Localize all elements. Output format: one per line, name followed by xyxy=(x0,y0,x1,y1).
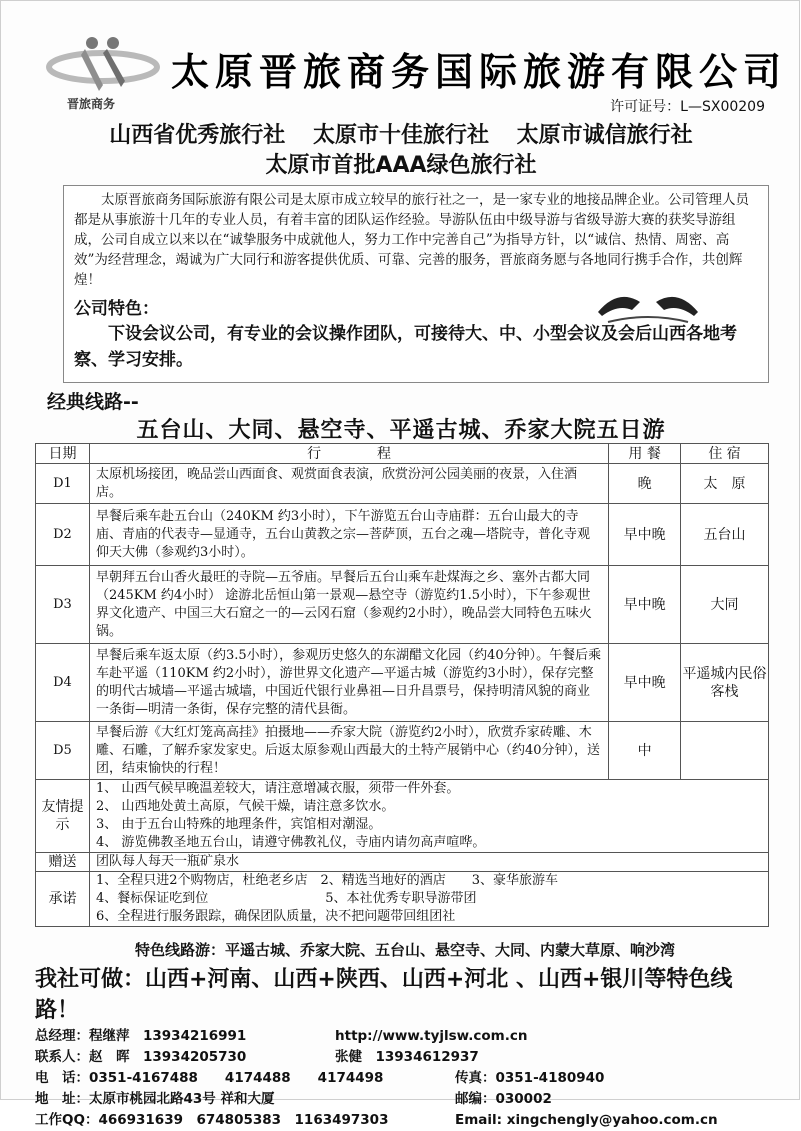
honors-line-2: 太原市首批AAA绿色旅行社 xyxy=(265,153,537,178)
stay-cell: 平遥城内民俗客栈 xyxy=(681,644,769,722)
honor-item: 山西省优秀旅行社 xyxy=(109,123,286,148)
stay-cell xyxy=(681,722,769,780)
plan-cell: 早朝拜五台山香火最旺的寺院—五爷庙。早餐后五台山乘车赴煤海之乡、塞外古都大同（245KM 约4小时） 途游北岳恒山第一景观—悬空寺（游览约1.5小时），下午参观世界文化遗产、中国三大石窟之一的—云冈石窟（参观约2小时），晚品尝大同特色五味火锅。 xyxy=(89,566,608,644)
meal-cell: 早中晚 xyxy=(609,644,681,722)
company-name: 太原晋旅商务国际旅游有限公司 xyxy=(171,50,788,94)
email-link[interactable]: Email: xingchengly@yahoo.com.cn xyxy=(455,1112,718,1128)
manager: 总经理：程继萍 13934216991 xyxy=(35,1028,247,1044)
gift-cell: 团队每人每天一瓶矿泉水 xyxy=(89,853,768,872)
license-number: 许可证号：L—SX00209 xyxy=(610,99,765,115)
meal-cell: 晚 xyxy=(609,464,681,504)
phone: 电 话：0351-4167488 4174488 4174498 xyxy=(35,1070,384,1086)
header-plan: 行 程 xyxy=(89,444,608,464)
contact-person: 联系人：赵 晖 13934205730 xyxy=(35,1049,247,1065)
table-row xyxy=(36,722,769,780)
table-row xyxy=(36,504,769,566)
fax: 传真：0351-4180940 xyxy=(455,1070,605,1086)
postcode: 邮编：030002 xyxy=(455,1091,552,1107)
promise-item: 4、餐标保证吃到位 5、本社优秀专职导游带团 xyxy=(95,891,477,906)
address: 地 址：太原市桃园北路43号 祥和大厦 xyxy=(35,1091,275,1107)
day-cell: D1 xyxy=(36,464,90,504)
contact-person-2: 张健 13934612937 xyxy=(335,1049,479,1065)
tips-cell xyxy=(89,780,768,853)
day-cell: D3 xyxy=(36,566,90,644)
plan-cell: 早餐后乘车返太原（约3.5小时），参观历史悠久的东湖醋文化园（约40分钟）。午餐后乘车赴平遥（110KM 约2小时），游世界文化遗产—平遥古城（游览约3小时），保存完整的明代古城墙—平遥古城墙，中国近代银行业鼻祖—日升昌票号，保持明清风貌的商业一条街—明清一条街，保存完整的清代县衙。 xyxy=(89,644,608,722)
logo-caption: 晋旅商务 xyxy=(67,97,116,111)
stay-cell: 大同 xyxy=(681,566,769,644)
table-row xyxy=(36,566,769,644)
day-cell: D5 xyxy=(36,722,90,780)
contact-row xyxy=(35,1068,775,1089)
day-cell: D4 xyxy=(36,644,90,722)
promise-cell xyxy=(89,872,768,927)
plan-cell: 早餐后游《大红灯笼高高挂》拍摄地——乔家大院（游览约2小时），欣赏乔家砖雕、木雕、石雕，了解乔家发家史。后返太原参观山西最大的土特产展销中心（约40分钟），送团，结束愉快的行程！ xyxy=(89,722,608,780)
tip-item: 3、 由于五台山特殊的地理条件，宾馆相对潮湿。 xyxy=(95,817,382,832)
special-routes: 特色线路游：平遥古城、乔家大院、五台山、悬空寺、大同、内蒙大草原、响沙湾 xyxy=(134,941,675,959)
header-stay: 住 宿 xyxy=(681,444,769,464)
header-meal: 用 餐 xyxy=(609,444,681,464)
tips-label: 友情提示 xyxy=(36,780,90,853)
plan-cell: 太原机场接团，晚品尝山西面食、观赏面食表演，欣赏汾河公园美丽的夜景，入住酒店。 xyxy=(89,464,608,504)
birds-icon xyxy=(588,282,708,328)
meal-cell: 早中晚 xyxy=(609,504,681,566)
contact-row xyxy=(35,1026,775,1047)
promise-label: 承诺 xyxy=(36,872,90,927)
intro-box xyxy=(63,185,769,383)
work-qq: 工作QQ：466931639 674805383 1163497303 xyxy=(35,1112,389,1128)
promise-row xyxy=(36,872,769,927)
stay-cell: 五台山 xyxy=(681,504,769,566)
feature-text: 下设会议公司，有专业的会议操作团队，可接待大、中、小型会议及会后山西各地考察、学习安排。 xyxy=(74,324,737,370)
intro-text: 太原晋旅商务国际旅游有限公司是太原市成立较早的旅行社之一，是一家专业的地接品牌企业。公司管理人员都是从事旅游十几年的专业人员，有着丰富的团队运作经验。导游队伍由中级导游与省级导游大赛的获奖导游组成，公司自成立以来以在“诚挚服务中成就他人，努力工作中完善自己”为指导方针，以“诚信、热情、周密、高效”为经营理念，竭诚为广大同行和游客提供优质、可靠、完善的服务，晋旅商务愿与各地同行携手合作，共创辉煌！ xyxy=(74,192,749,288)
tip-item: 4、 游览佛教圣地五台山，请遵守佛教礼仪，寺庙内请勿高声喧哗。 xyxy=(95,835,486,850)
tip-item: 2、 山西地处黄土高原，气候干燥，请注意多饮水。 xyxy=(95,799,395,814)
contact-row xyxy=(35,1089,775,1110)
itinerary-table xyxy=(35,443,769,927)
honors-line-1 xyxy=(1,121,801,151)
gift-row xyxy=(36,853,769,872)
table-row xyxy=(36,464,769,504)
contact-block xyxy=(35,1026,775,1131)
table-header-row xyxy=(36,444,769,464)
header-day: 日期 xyxy=(36,444,90,464)
promise-item: 6、全程进行服务跟踪，确保团队质量，决不把问题带回组团社 xyxy=(95,909,456,924)
header xyxy=(1,1,801,121)
honor-item: 太原市十佳旅行社 xyxy=(312,123,489,148)
available-routes: 我社可做：山西+河南、山西+陕西、山西+河北 、山西+银川等特色线路！ xyxy=(35,967,733,1023)
day-cell: D2 xyxy=(36,504,90,566)
route-title: 五台山、大同、悬空寺、平遥古城、乔家大院五日游 xyxy=(136,418,666,443)
feature-title: 公司特色： xyxy=(74,299,159,319)
meal-cell: 中 xyxy=(609,722,681,780)
plan-cell: 早餐后乘车赴五台山（240KM 约3小时），下午游览五台山寺庙群：五台山最大的寺庙、青庙的代表寺—显通寺，五台山黄教之宗—菩萨顶，五台之魂—塔院寺，普化寺观仰天大佛（参观约3小时）。 xyxy=(89,504,608,566)
table-row xyxy=(36,644,769,722)
contact-row xyxy=(35,1110,775,1131)
gift-label: 赠送 xyxy=(36,853,90,872)
bottom-section xyxy=(35,939,775,1131)
route-heading: 经典线路-- xyxy=(47,391,139,413)
website-link[interactable]: http://www.tyjlsw.com.cn xyxy=(335,1028,528,1044)
contact-row xyxy=(35,1047,775,1068)
promise-item: 1、全程只进2个购物店，杜绝老乡店 2、精选当地好的酒店 3、豪华旅游车 xyxy=(95,873,559,888)
stay-cell: 太 原 xyxy=(681,464,769,504)
meal-cell: 早中晚 xyxy=(609,566,681,644)
honors xyxy=(1,121,801,181)
tips-row xyxy=(36,780,769,853)
tip-item: 1、 山西气候早晚温差较大，请注意增减衣服，须带一件外套。 xyxy=(95,781,460,796)
honor-item: 太原市诚信旅行社 xyxy=(516,123,693,148)
